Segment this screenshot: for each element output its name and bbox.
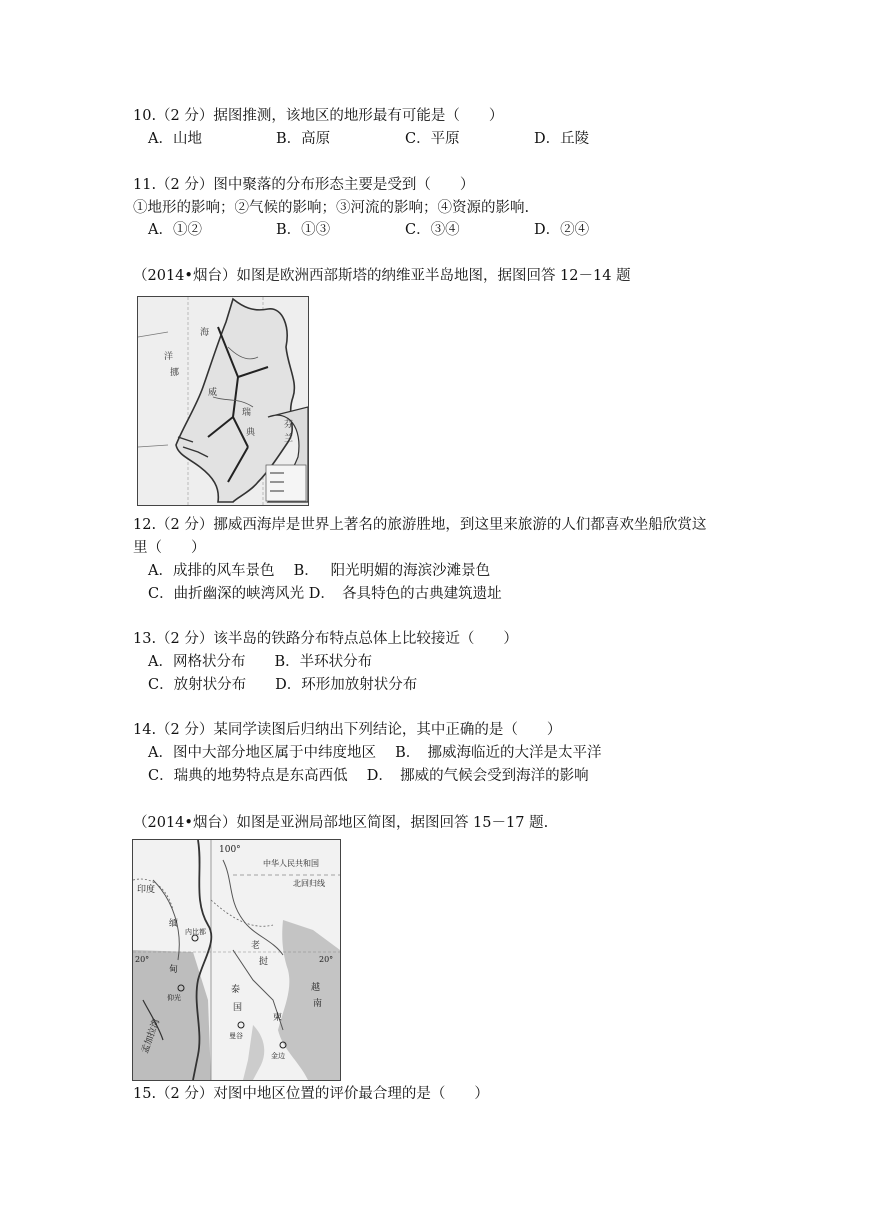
- q13-options-cd: C．放射状分布 D．环形加放射状分布: [148, 677, 418, 693]
- map1-label: 海: [200, 328, 210, 338]
- map2-label: 曼谷: [229, 1032, 243, 1040]
- q11-option-d: D．②④: [534, 222, 590, 238]
- map2-label: 泰: [231, 985, 241, 995]
- map2-label: 孟加拉湾: [140, 1017, 163, 1056]
- map2-label: 挝: [259, 957, 269, 967]
- q11-option-b: B．①③: [276, 222, 331, 238]
- map2-label: 20°: [319, 955, 334, 964]
- map1-label: 挪: [170, 368, 180, 378]
- q12-stem-line2: 里（ ）: [133, 540, 206, 556]
- map1-label: 洋: [164, 352, 174, 362]
- map2-label: 北回归线: [293, 879, 325, 888]
- q12-stem-line1: 12.（2 分）挪威西海岸是世界上著名的旅游胜地，到这里来旅游的人们都喜欢坐船欣赏这: [133, 517, 707, 533]
- map1-label: 兰: [284, 434, 294, 444]
- map2-label: 仰光: [167, 994, 181, 1002]
- map1-label: 瑞: [242, 408, 252, 418]
- q11-sub: ①地形的影响；②气候的影响；③河流的影响；④资源的影响.: [133, 200, 530, 216]
- map2-label: 缅: [169, 919, 179, 929]
- scandinavia-map: [137, 296, 309, 506]
- map2-label: 内比都: [185, 928, 206, 936]
- map1-label: 典: [246, 428, 256, 438]
- map2-label: 20°: [135, 955, 150, 964]
- q10-option-b: B．高原: [276, 131, 331, 147]
- q12-options-ab: A．成排的风车景色 B． 阳光明媚的海滨沙滩景色: [148, 563, 491, 579]
- q14-options-cd: C．瑞典的地势特点是东高西低 D． 挪威的气候会受到海洋的影响: [148, 768, 589, 784]
- map1-label: 威: [208, 388, 218, 398]
- map2-label: 印度: [137, 885, 156, 895]
- map2-label: 中华人民共和国: [263, 859, 319, 868]
- q10-option-d: D．丘陵: [534, 131, 590, 147]
- map2-label: 金边: [271, 1052, 285, 1060]
- q14-options-ab: A．图中大部分地区属于中纬度地区 B． 挪威海临近的大洋是太平洋: [148, 745, 602, 761]
- intro-scandinavia: （2014•烟台）如图是欧洲西部斯塔的纳维亚半岛地图，据图回答 12－14 题: [133, 268, 631, 284]
- map2-label: 甸: [169, 965, 179, 975]
- q10-option-a: A．山地: [148, 131, 202, 147]
- q11-stem: 11.（2 分）图中聚落的分布形态主要是受到（ ）: [133, 177, 475, 193]
- map2-label: 柬: [273, 1013, 283, 1023]
- map2-label: 100°: [219, 845, 241, 855]
- q13-options-ab: A．网格状分布 B．半环状分布: [148, 654, 373, 670]
- q15-stem: 15.（2 分）对图中地区位置的评价最合理的是（ ）: [133, 1086, 489, 1102]
- southeast-asia-map: [132, 839, 341, 1081]
- q11-option-c: C．③④: [405, 222, 460, 238]
- q12-options-cd: C．曲折幽深的峡湾风光 D． 各具特色的古典建筑遗址: [148, 586, 502, 602]
- intro-asia-map: （2014•烟台）如图是亚洲局部地区简图，据图回答 15－17 题.: [133, 815, 549, 831]
- map2-label: 国: [233, 1003, 243, 1013]
- q11-option-a: A．①②: [148, 222, 202, 238]
- map1-label: 芬: [284, 420, 294, 430]
- map2-label: 南: [313, 999, 323, 1009]
- q14-stem: 14.（2 分）某同学读图后归纳出下列结论，其中正确的是（ ）: [133, 722, 562, 738]
- q10-stem: 10.（2 分）据图推测，该地区的地形最有可能是（ ）: [133, 108, 504, 124]
- map2-label: 越: [311, 983, 321, 993]
- map2-label: 老: [251, 941, 261, 951]
- q13-stem: 13.（2 分）该半岛的铁路分布特点总体上比较接近（ ）: [133, 631, 518, 647]
- q10-option-c: C．平原: [405, 131, 460, 147]
